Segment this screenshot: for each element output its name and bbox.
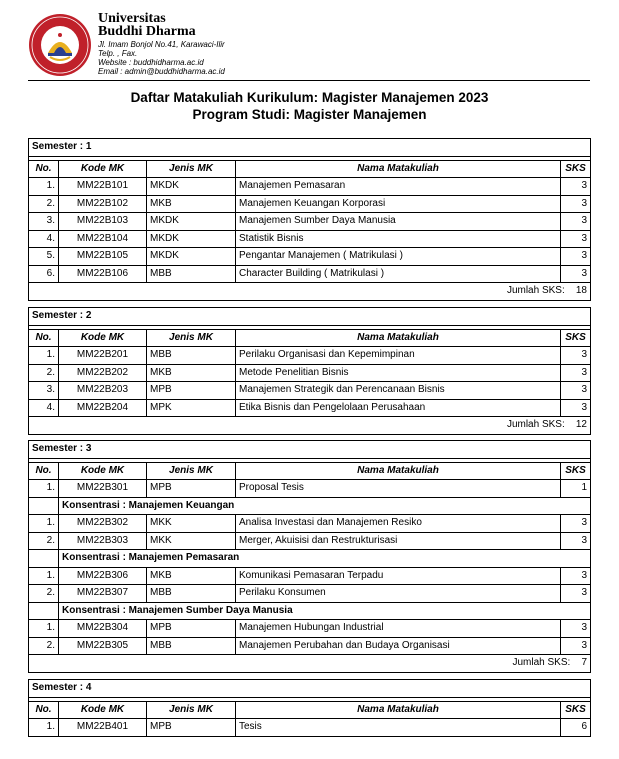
semester-label: Semester : 1	[29, 139, 591, 157]
document-title: Daftar Matakuliah Kurikulum: Magister Manajemen 2023	[130, 90, 489, 105]
table-row: 2. MM22B202 MKB Metode Penelitian Bisnis 3	[29, 364, 591, 382]
table-row: 1. MM22B306 MKB Komunikasi Pemasaran Terpadu 3	[29, 567, 591, 585]
total-value: 18	[575, 285, 587, 297]
table-row: 3. MM22B203 MPB Manajemen Strategik dan Perencanaan Bisnis 3	[29, 382, 591, 400]
col-nama: Nama Matakuliah	[236, 160, 561, 178]
table-row: 4. MM22B204 MPK Etika Bisnis dan Pengelolaan Perusahaan 3	[29, 399, 591, 417]
column-header-row	[29, 160, 591, 178]
table-row: 4. MM22B104 MKDK Statistik Bisnis 3	[29, 230, 591, 248]
column-header-row: No. Kode MK Jenis MK Nama Matakuliah SKS	[29, 329, 591, 347]
konsentrasi-label: Konsentrasi : Manajemen Keuangan	[59, 497, 591, 515]
table-row: 6. MM22B106 MBB Character Building ( Matrikulasi ) 3	[29, 265, 591, 283]
table-row: 1. MM22B301 MPB Proposal Tesis 1	[29, 480, 591, 498]
konsentrasi-row	[29, 497, 591, 515]
column-header-row: No. Kode MK Jenis MK Nama Matakuliah SKS	[29, 701, 591, 719]
email: Email : admin@buddhidharma.ac.id	[98, 67, 225, 76]
konsentrasi-row	[29, 602, 591, 620]
konsentrasi-row	[29, 550, 591, 568]
website: Website : buddhidharma.ac.id	[98, 58, 204, 67]
semester-label: Semester : 3	[29, 441, 591, 459]
semester-4-table	[28, 679, 591, 737]
table-row: 2. MM22B102 MKB Manajemen Keuangan Korporasi 3	[29, 195, 591, 213]
header-divider	[28, 80, 590, 81]
column-header-row: No. Kode MK Jenis MK Nama Matakuliah SKS	[29, 462, 591, 480]
semester-3-table	[28, 440, 591, 673]
table-row: 1. MM22B302 MKK Analisa Investasi dan Manajemen Resiko 3	[29, 515, 591, 533]
total-row: Jumlah SKS: 12	[29, 417, 591, 435]
total-value: 7	[581, 657, 587, 669]
total-row	[29, 283, 591, 301]
phone: Telp. , Fax.	[98, 49, 138, 58]
university-contact	[98, 40, 225, 76]
total-row: Jumlah SKS: 7	[29, 655, 591, 673]
table-row: 2. MM22B303 MKK Merger, Akuisisi dan Restrukturisasi 3	[29, 532, 591, 550]
semester-label: Semester : 4	[29, 680, 591, 698]
col-jenis: Jenis MK	[147, 160, 236, 178]
col-sks: SKS	[561, 160, 591, 178]
table-row: 1. MM22B304 MPB Manajemen Hubungan Industrial 3	[29, 620, 591, 638]
semester-1-table	[28, 138, 591, 301]
table-row: 1. MM22B201 MBB Perilaku Organisasi dan Kepemimpinan 3	[29, 347, 591, 365]
table-row: 2. MM22B305 MBB Manajemen Perubahan dan Budaya Organisasi 3	[29, 637, 591, 655]
total-value: 12	[575, 419, 587, 431]
table-row: 1. MM22B101 MKDK Manajemen Pemasaran 3	[29, 178, 591, 196]
semester-label: Semester : 2	[29, 308, 591, 326]
semester-2-table	[28, 307, 591, 435]
university-logo	[28, 13, 92, 77]
address: Jl. Imam Bonjol No.41, Karawaci-Ilir	[98, 40, 225, 49]
table-row: 3. MM22B103 MKDK Manajemen Sumber Daya Manusia 3	[29, 213, 591, 231]
table-row: 1. MM22B401 MPB Tesis 6	[29, 719, 591, 737]
konsentrasi-label: Konsentrasi : Manajemen Pemasaran	[59, 550, 591, 568]
col-no: No.	[29, 160, 59, 178]
col-kode: Kode MK	[59, 160, 147, 178]
total-label: Jumlah SKS:	[506, 285, 565, 297]
konsentrasi-label: Konsentrasi : Manajemen Sumber Daya Manusia	[59, 602, 591, 620]
university-name: Universitas Buddhi Dharma	[98, 11, 196, 39]
table-row: 2. MM22B307 MBB Perilaku Konsumen 3	[29, 585, 591, 603]
program-title: Program Studi: Magister Manajemen	[192, 107, 427, 122]
table-row: 5. MM22B105 MKDK Pengantar Manajemen ( Matrikulasi ) 3	[29, 248, 591, 266]
